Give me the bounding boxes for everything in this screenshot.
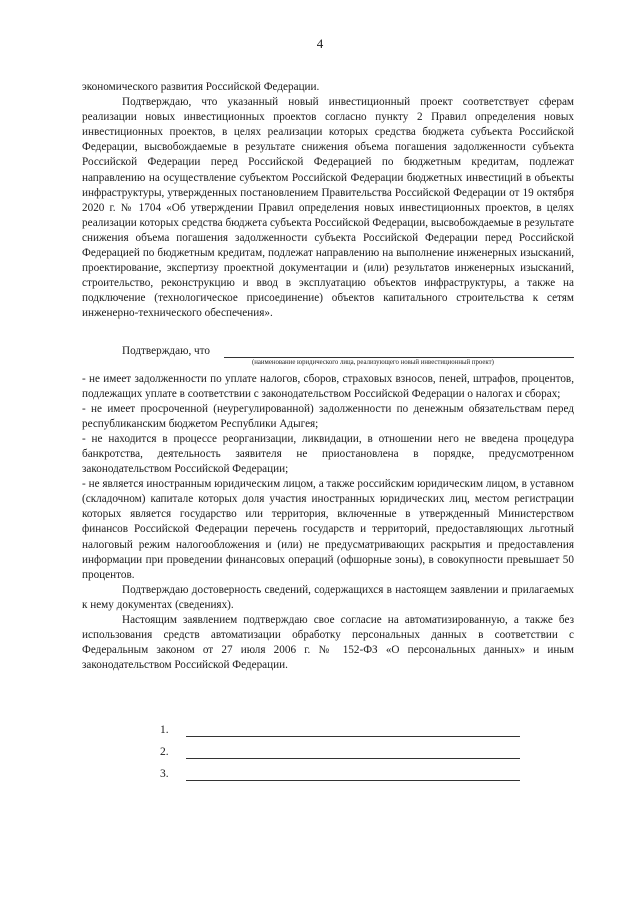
signature-number: 3. xyxy=(160,768,169,780)
signature-list xyxy=(160,724,520,790)
condition-no-tax-debt: - не имеет задолженности по уплате налогов, сборов, страховых взносов, пеней, штрафов, процентов, подлежащих уплате в соответствии с законодательством Российской Федерации о налогах и сборах; xyxy=(82,372,574,400)
signature-number: 1. xyxy=(160,724,169,736)
signature-blank[interactable] xyxy=(186,758,520,759)
signature-row xyxy=(160,724,520,746)
signature-row xyxy=(160,746,520,768)
page-number: 4 xyxy=(316,36,324,51)
signature-blank[interactable] xyxy=(186,736,520,737)
entity-name-caption: (наименование юридического лица, реализующего новый инвестиционный проект) xyxy=(252,358,494,366)
confirm-entity-line xyxy=(82,344,574,368)
paragraph-accuracy-confirmation: Подтверждаю достоверность сведений, содержащихся в настоящем заявлении и прилагаемых к нему документах (сведениях). xyxy=(82,583,574,611)
signature-blank[interactable] xyxy=(186,780,520,781)
paragraph-investment-confirmation: Подтверждаю, что указанный новый инвестиционный проект соответствует сферам реализации новых инвестиционных проектов согласно пункту 2 Правил определения новых инвестиционных проектов, в целях реализации которых средства бюджета субъекта Российской Федерации, высвобождаемые в результате снижения объема погашения задолженности субъекта Российской Федерации перед Российской Федерацией по бюджетным кредитам, подлежат направлению на осуществление субъектом Российской Федерации бюджетных инвестиций в объекты инфраструктуры, утвержденных постановлением Правительства Российской Федерации от 19 октября 2020 г. № 1704 «Об утверждении Правил определения новых инвестиционных проектов, в целях реализации которых средства бюджета субъекта Российской Федерации, высвобождаемые в результате снижения объема погашения задолженности субъекта Российской Федерации перед Российской Федерацией по бюджетным кредитам, подлежат направлению на выполнение инженерных изысканий, проектирование, экспертизу проектной документации и (или) результатов инженерных изысканий, строительство, реконструкцию и ввод в эксплуатацию объектов инфраструктуры, а также на подключение (технологическое присоединение) объектов капитального строительства к сетям инженерно-технического обеспечения». xyxy=(82,96,574,320)
condition-not-in-reorganization: - не находится в процессе реорганизации, ликвидации, в отношении него не введена процедура банкротства, деятельность заявителя не приостановлена в порядке, предусмотренном законодательством Российской Федерации; xyxy=(82,432,574,476)
entity-name-blank[interactable] xyxy=(224,357,574,358)
document-body xyxy=(82,80,574,673)
condition-not-foreign-entity: - не является иностранным юридическим лицом, а также российским юридическим лицом, в уставном (складочном) капитале которых доля участия иностранных юридических лиц, местом регистрации которых является государство или территория, включенные в утвержденный Министерством финансов Российской Федерации перечень государств и территорий, предоставляющих льготный налоговый режим налогообложения и (или) не предусматривающих раскрытия и предоставления информации при проведении финансовых операций (офшорные зоны), в совокупности превышает 50 процентов. xyxy=(82,478,574,581)
condition-no-overdue-debt: - не имеет просроченной (неурегулированной) задолженности по денежным обязательствам перед республиканским бюджетом Республики Адыгея; xyxy=(82,402,574,430)
paragraph-continuation: экономического развития Российской Федерации. xyxy=(82,81,320,93)
signature-number: 2. xyxy=(160,746,169,758)
signature-row xyxy=(160,768,520,790)
confirm-label: Подтверждаю, что xyxy=(122,344,211,357)
paragraph-personal-data-consent: Настоящим заявлением подтверждаю свое согласие на автоматизированную, а также без использования средств автоматизации обработку персональных данных в соответствии с Федеральным законом от 27 июля 2006 г. № 152-ФЗ «О персональных данных» и иным законодательством Российской Федерации. xyxy=(82,614,574,672)
